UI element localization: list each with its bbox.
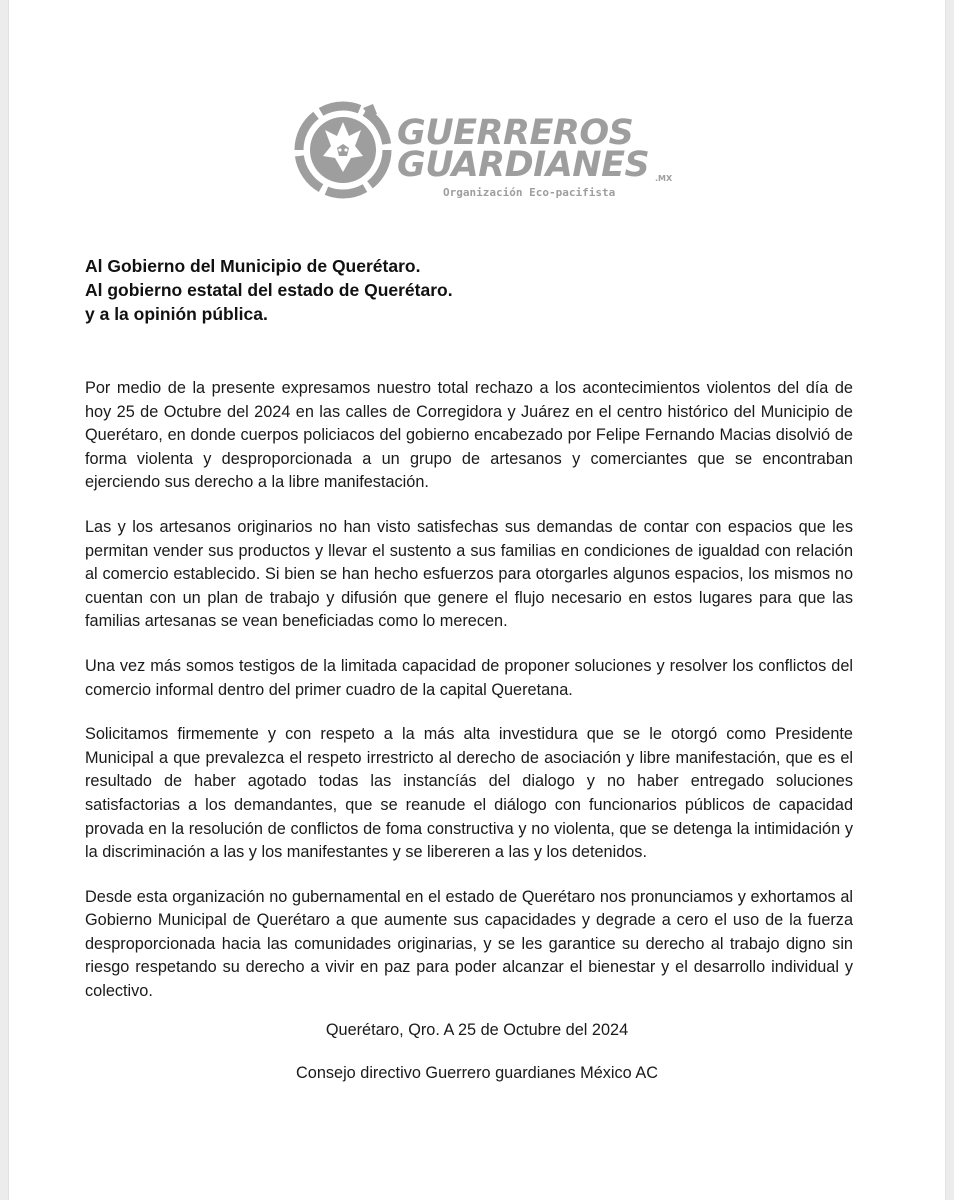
- warrior-helmet-emblem-icon: [293, 100, 393, 200]
- logo-subtitle: Organización Eco-pacifista: [443, 186, 616, 199]
- paragraph: Desde esta organización no gubernamental en el estado de Querétaro nos pronunciamos y exhortamos al Gobierno Municipal de Querétaro a que aumente sus capacidades y degrade a cero el uso de la fuerza desproporcionada hacia las comunidades originarias, y se les garantice su derecho al trabajo digno sin riesgo respetando su derecho a vivir en paz para poder alcanzar el bienestar y el desarrollo individual y colectivo.: [85, 887, 853, 1001]
- paragraph: Por medio de la presente expresamos nuestro total rechazo a los acontecimientos violentos del día de hoy 25 de Octubre del 2024 en las calles de Corregidora y Juárez en el centro histórico del Municipio de Querétaro, en donde cuerpos policiacos del gobierno encabezado por Felipe Fernando Macias disolvió de forma violenta y desproporcionada a un grupo de artesanos y comerciantes que se encontraban ejerciendo sus derecho a la libre manifestación.: [85, 379, 853, 492]
- paragraph: Una vez más somos testigos de la limitada capacidad de proponer soluciones y resolver los conflictos del comercio informal dentro del primer cuadro de la capital Queretana.: [85, 656, 853, 699]
- letter-body: [85, 377, 853, 1025]
- place-date: Querétaro, Qro. A 25 de Octubre del 2024: [325, 1021, 629, 1039]
- addressee-block: [85, 254, 453, 326]
- addressee-line: y a la opinión pública.: [85, 304, 268, 324]
- signature: Consejo directivo Guerrero guardianes México AC: [296, 1064, 658, 1082]
- addressee-line: Al Gobierno del Municipio de Querétaro.: [85, 256, 421, 276]
- organization-logo: [283, 100, 703, 202]
- logo-text-line1: GUERREROS: [397, 113, 634, 153]
- addressee-line: Al gobierno estatal del estado de Querétaro.: [85, 280, 453, 300]
- logo-text-line2: GUARDIANES: [397, 145, 650, 185]
- logo-suffix: .MX: [655, 174, 673, 183]
- paragraph: Las y los artesanos originarios no han visto satisfechas sus demandas de contar con espacios que les permitan vender sus productos y llevar el sustento a sus familias en condiciones de igualdad con relación al comercio establecido. Si bien se han hecho esfuerzos para otorgarles algunos espacios, los mismos no cuentan con un plan de trabajo y difusión que genere el flujo necesario en estos lugares para que las familias artesanas se vean beneficiadas como lo merecen.: [85, 517, 853, 631]
- paragraph: Solicitamos firmemente y con respeto a la más alta investidura que se le otorgó como Presidente Municipal a que prevalezca el respeto irrestricto al derecho de asociación y libre manifestación, que es el resultado de haber agotado todas las instancíás del dialogo y no haber entregado soluciones satisfactorias a los demandantes, que se reanude el diálogo con funcionarios públicos de capacidad provada en la resolución de conflictos de foma constructiva y no violenta, que se detenga la intimidación y la discriminación a las y los manifestantes y se libereren a las y los detenidos.: [85, 725, 853, 862]
